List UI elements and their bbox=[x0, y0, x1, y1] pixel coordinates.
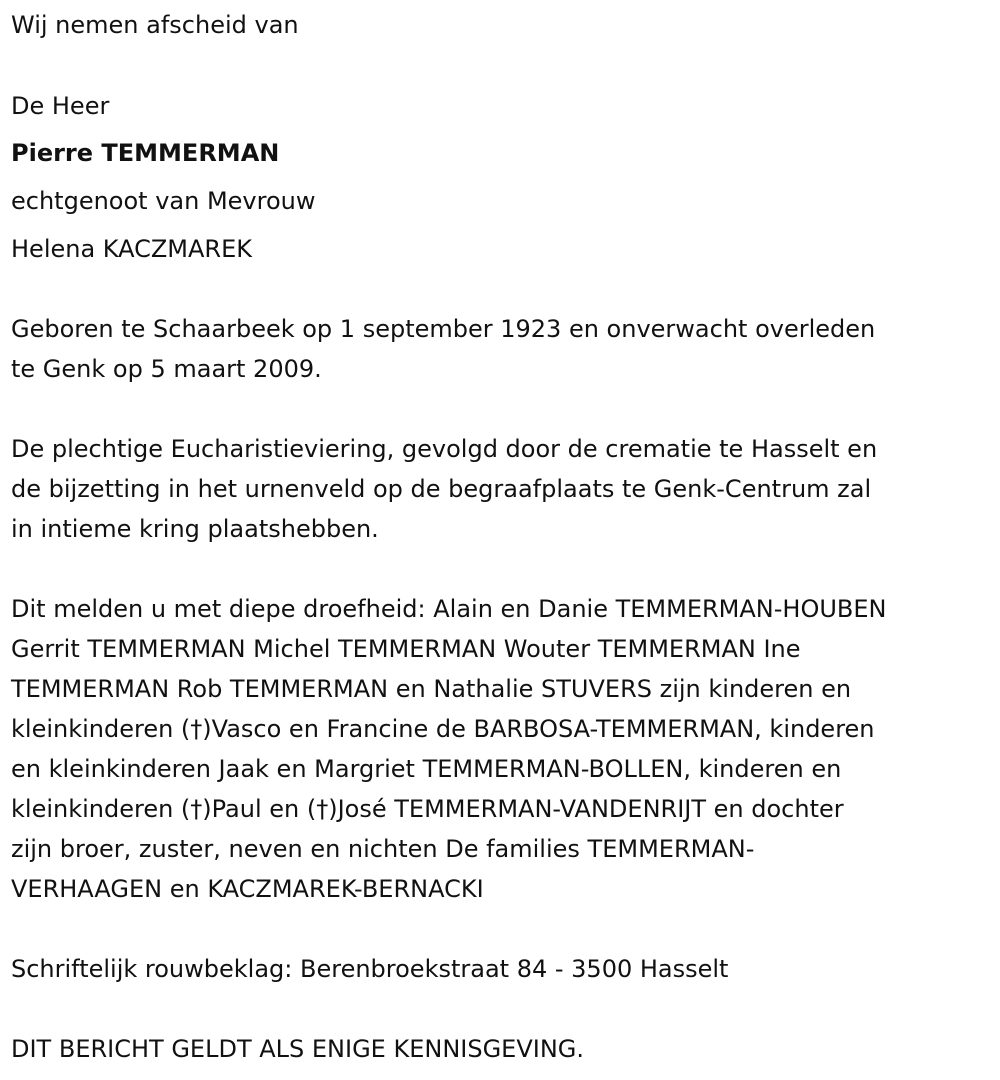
family-line: zijn broer, zuster, neven en nichten De families TEMMERMAN- bbox=[11, 835, 755, 863]
family-line: en kleinkinderen Jaak en Margriet TEMMERMAN-BOLLEN, kinderen en bbox=[11, 755, 842, 783]
deceased-name: Pierre TEMMERMAN bbox=[11, 139, 280, 167]
family-line: VERHAAGEN en KACZMAREK-BERNACKI bbox=[11, 875, 484, 903]
family-line: Dit melden u met diepe droefheid: Alain en Danie TEMMERMAN-HOUBEN bbox=[11, 595, 887, 623]
closing-statement: DIT BERICHT GELDT ALS ENIGE KENNISGEVING. bbox=[11, 1035, 585, 1063]
ceremony-line: in intieme kring plaatshebben. bbox=[11, 515, 379, 543]
ceremony-paragraph bbox=[11, 429, 996, 549]
ceremony-line: de bijzetting in het urnenveld op de begraafplaats te Genk-Centrum zal bbox=[11, 475, 872, 503]
condolence-address: Schriftelijk rouwbeklag: Berenbroekstraat 84 - 3500 Hasselt bbox=[11, 955, 729, 983]
intro-text: Wij nemen afscheid van bbox=[11, 11, 299, 39]
title-prefix: De Heer bbox=[11, 92, 110, 120]
family-paragraph bbox=[11, 589, 996, 909]
birth-death-paragraph bbox=[11, 309, 996, 389]
family-line: kleinkinderen (†)Vasco en Francine de BARBOSA-TEMMERMAN, kinderen bbox=[11, 715, 875, 743]
family-line: Gerrit TEMMERMAN Michel TEMMERMAN Wouter TEMMERMAN Ine bbox=[11, 635, 801, 663]
ceremony-line: De plechtige Eucharistieviering, gevolgd door de crematie te Hasselt en bbox=[11, 435, 878, 463]
spouse-line: echtgenoot van Mevrouw bbox=[11, 187, 316, 215]
family-line: TEMMERMAN Rob TEMMERMAN en Nathalie STUVERS zijn kinderen en bbox=[11, 675, 852, 703]
spouse-name: Helena KACZMAREK bbox=[11, 235, 253, 263]
family-line: kleinkinderen (†)Paul en (†)José TEMMERMAN-VANDENRIJT en dochter bbox=[11, 795, 844, 823]
birth-death-line: Geboren te Schaarbeek op 1 september 1923 en onverwacht overleden bbox=[11, 315, 876, 343]
birth-death-line: te Genk op 5 maart 2009. bbox=[11, 355, 322, 383]
